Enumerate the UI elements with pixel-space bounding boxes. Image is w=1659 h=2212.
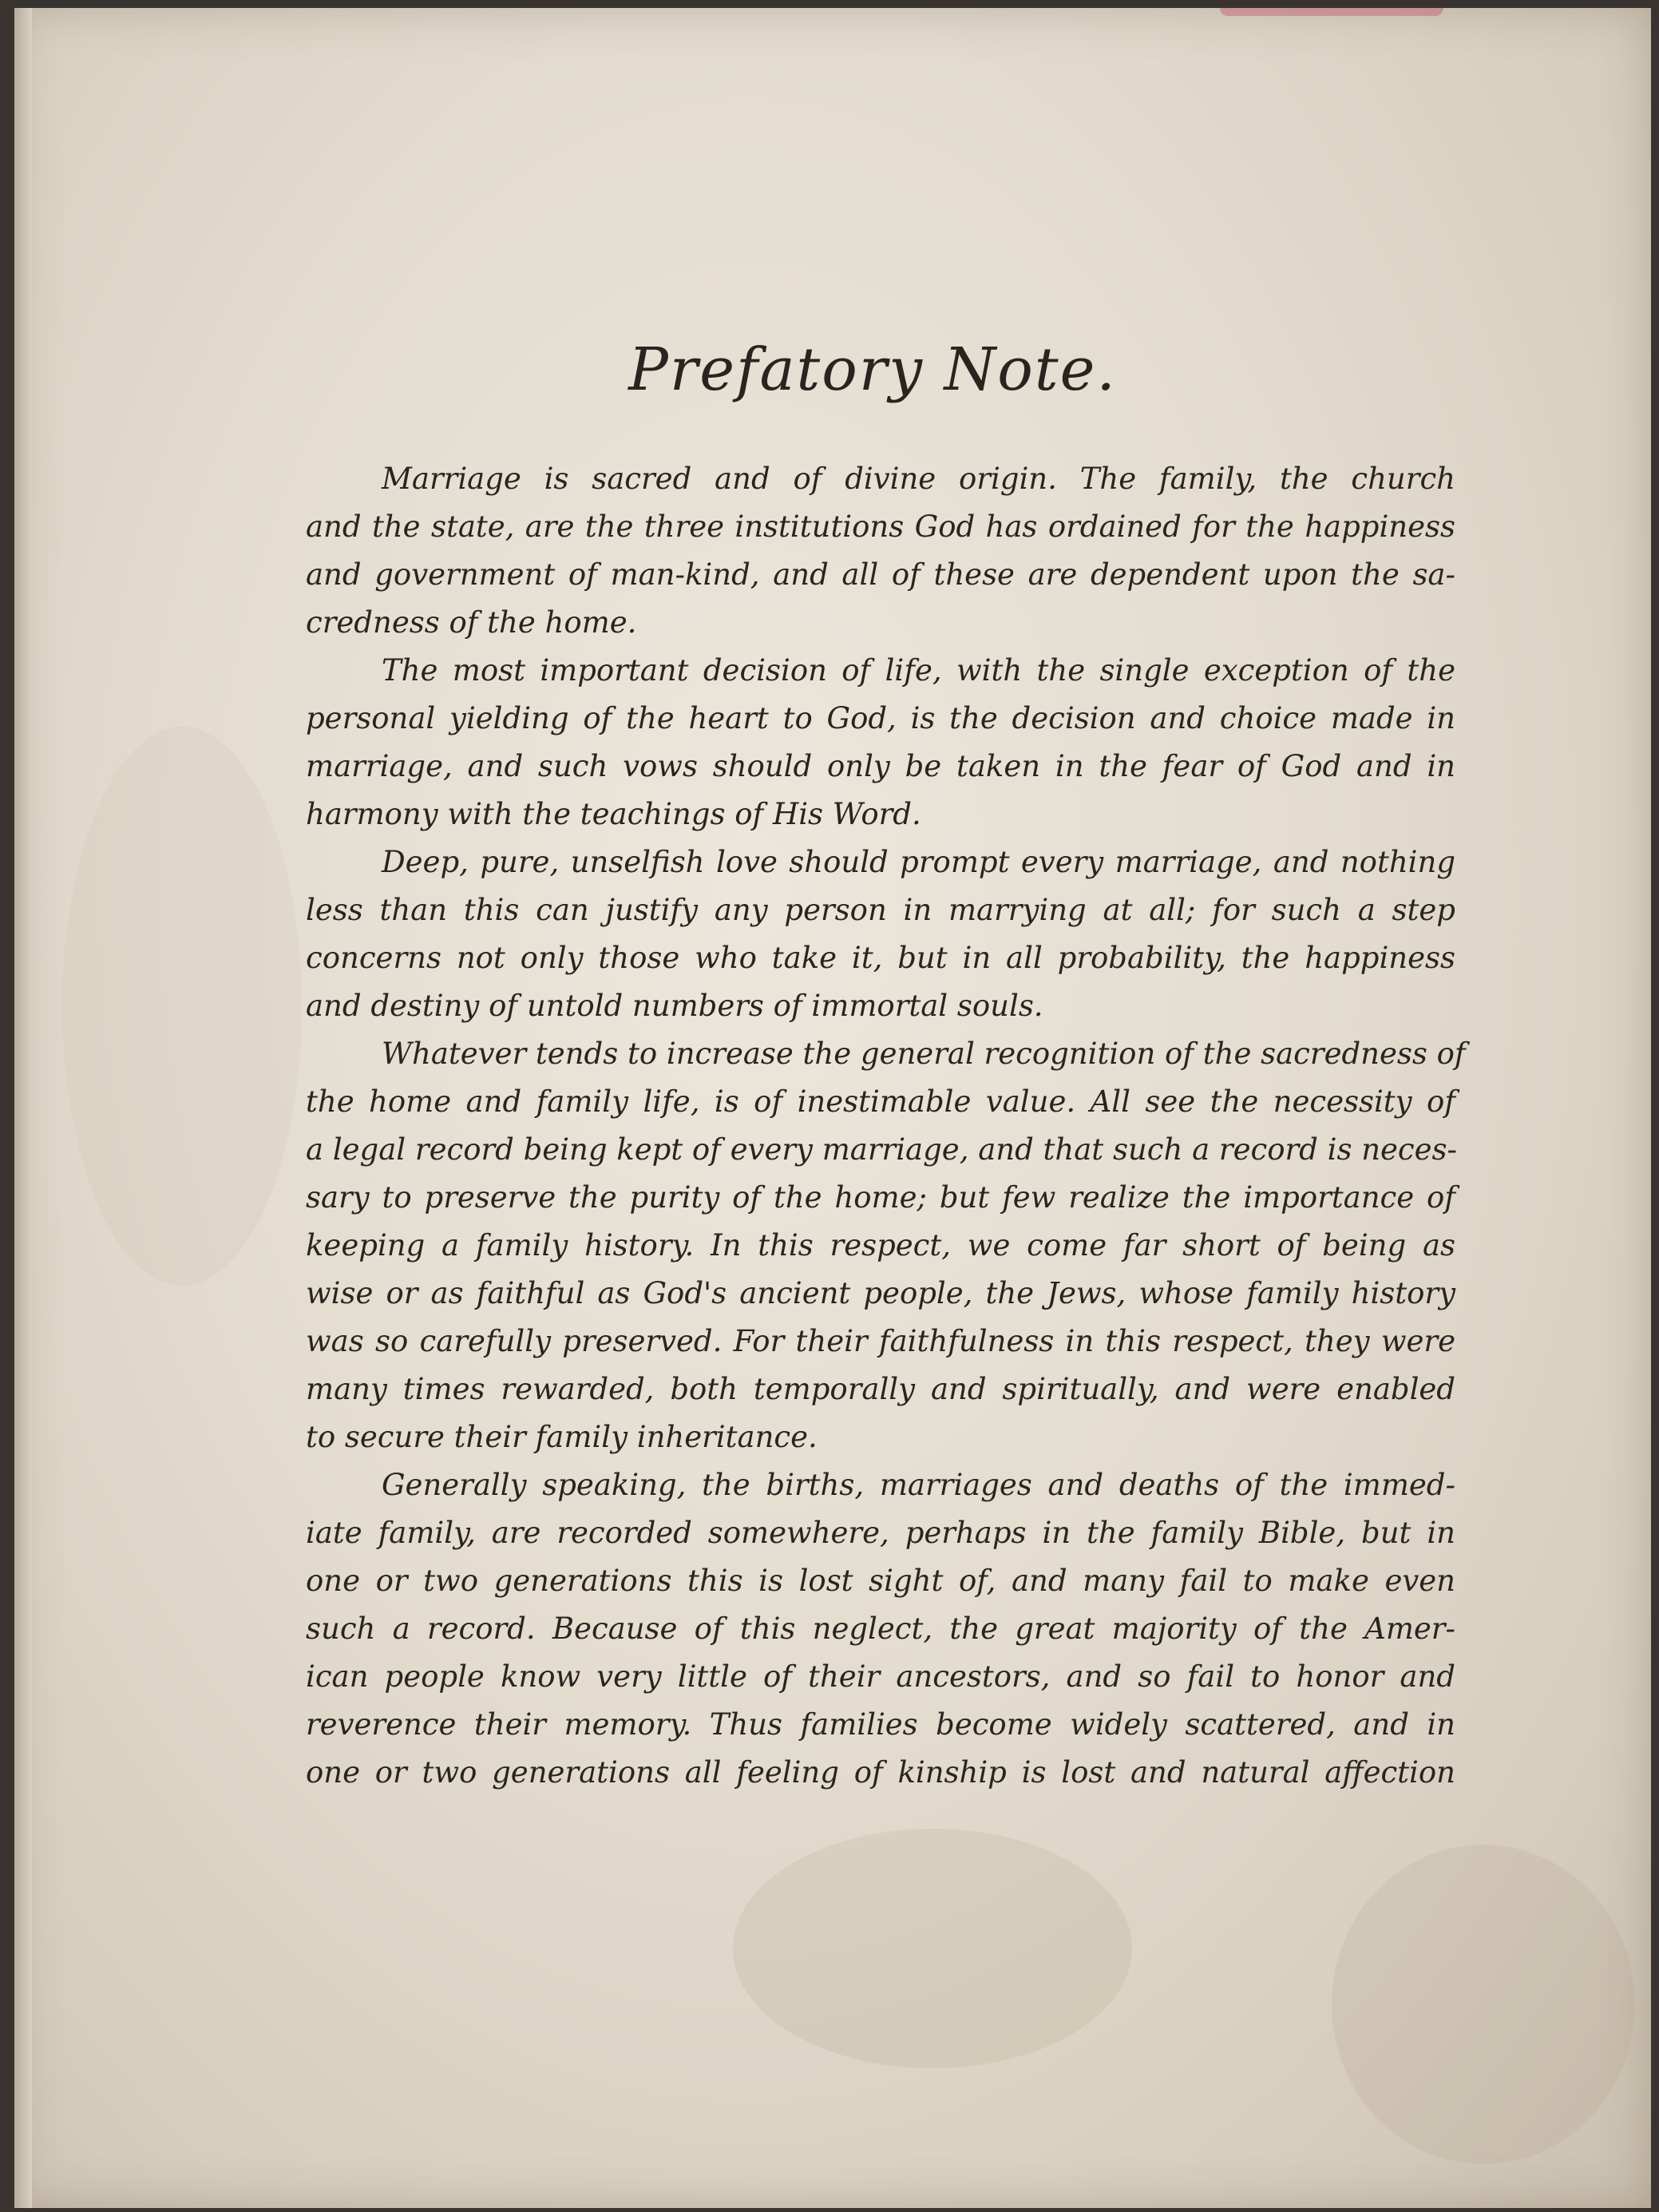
text-line: such a record. Because of this neglect, the great majority of the Amer-: [306, 1611, 1455, 1646]
text-line: a legal record being kept of every marriage, and that such a record is neces-: [306, 1132, 1458, 1167]
text-line: ican people know very little of their ancestors, and so fail to honor and: [306, 1659, 1455, 1694]
text-line: to secure their family inheritance.: [306, 1420, 818, 1454]
text-line: The most important decision of life, with the single exception of the: [382, 653, 1455, 688]
text-line: wise or as faithful as God's ancient people, the Jews, whose family history: [306, 1276, 1455, 1310]
text-line: and destiny of untold numbers of immortal souls.: [306, 989, 1043, 1023]
body-text: [306, 455, 1466, 1797]
paper-stain: [733, 1829, 1132, 2068]
paper-stain: [1332, 1845, 1635, 2164]
document-page: [14, 8, 1651, 2208]
text-line: less than this can justify any person in marrying at all; for such a step: [306, 893, 1455, 927]
page-title: Prefatory Note.: [628, 335, 1117, 404]
text-line: one or two generations this is lost sight of, and many fail to make even: [306, 1564, 1455, 1598]
text-line: harmony with the teachings of His Word.: [306, 797, 921, 831]
text-line: Marriage is sacred and of divine origin. The family, the church: [382, 462, 1455, 496]
paper-stain: [62, 727, 302, 1286]
text-line: Whatever tends to increase the general recognition of the sacredness of: [382, 1037, 1466, 1071]
text-line: was so carefully preserved. For their faithfulness in this respect, they were: [306, 1324, 1455, 1358]
text-line: and government of man-kind, and all of these are dependent upon the sa-: [306, 557, 1455, 592]
page-top-edge-stain: [1220, 8, 1443, 16]
text-line: Generally speaking, the births, marriages and deaths of the immed-: [382, 1468, 1455, 1502]
text-line: the home and family life, is of inestimable value. All see the necessity of: [306, 1084, 1455, 1119]
text-line: keeping a family history. In this respect, we come far short of being as: [306, 1228, 1455, 1263]
text-line: many times rewarded, both temporally and spiritually, and were enabled: [306, 1372, 1455, 1406]
text-line: and the state, are the three institutions God has ordained for the happiness: [306, 509, 1455, 544]
text-line: concerns not only those who take it, but in all probability, the happiness: [306, 941, 1455, 975]
text-line: personal yielding of the heart to God, is the decision and choice made in: [306, 701, 1455, 735]
text-line: marriage, and such vows should only be taken in the fear of God and in: [306, 749, 1455, 783]
text-line: Deep, pure, unselfish love should prompt every marriage, and nothing: [382, 845, 1455, 879]
text-line: sary to preserve the purity of the home; but few realize the importance of: [306, 1180, 1455, 1215]
text-line: one or two generations all feeling of kinship is lost and natural affection: [306, 1755, 1455, 1790]
text-line: reverence their memory. Thus families become widely scattered, and in: [306, 1707, 1455, 1742]
text-line: credness of the home.: [306, 605, 637, 640]
text-line: iate family, are recorded somewhere, perhaps in the family Bible, but in: [306, 1516, 1455, 1550]
